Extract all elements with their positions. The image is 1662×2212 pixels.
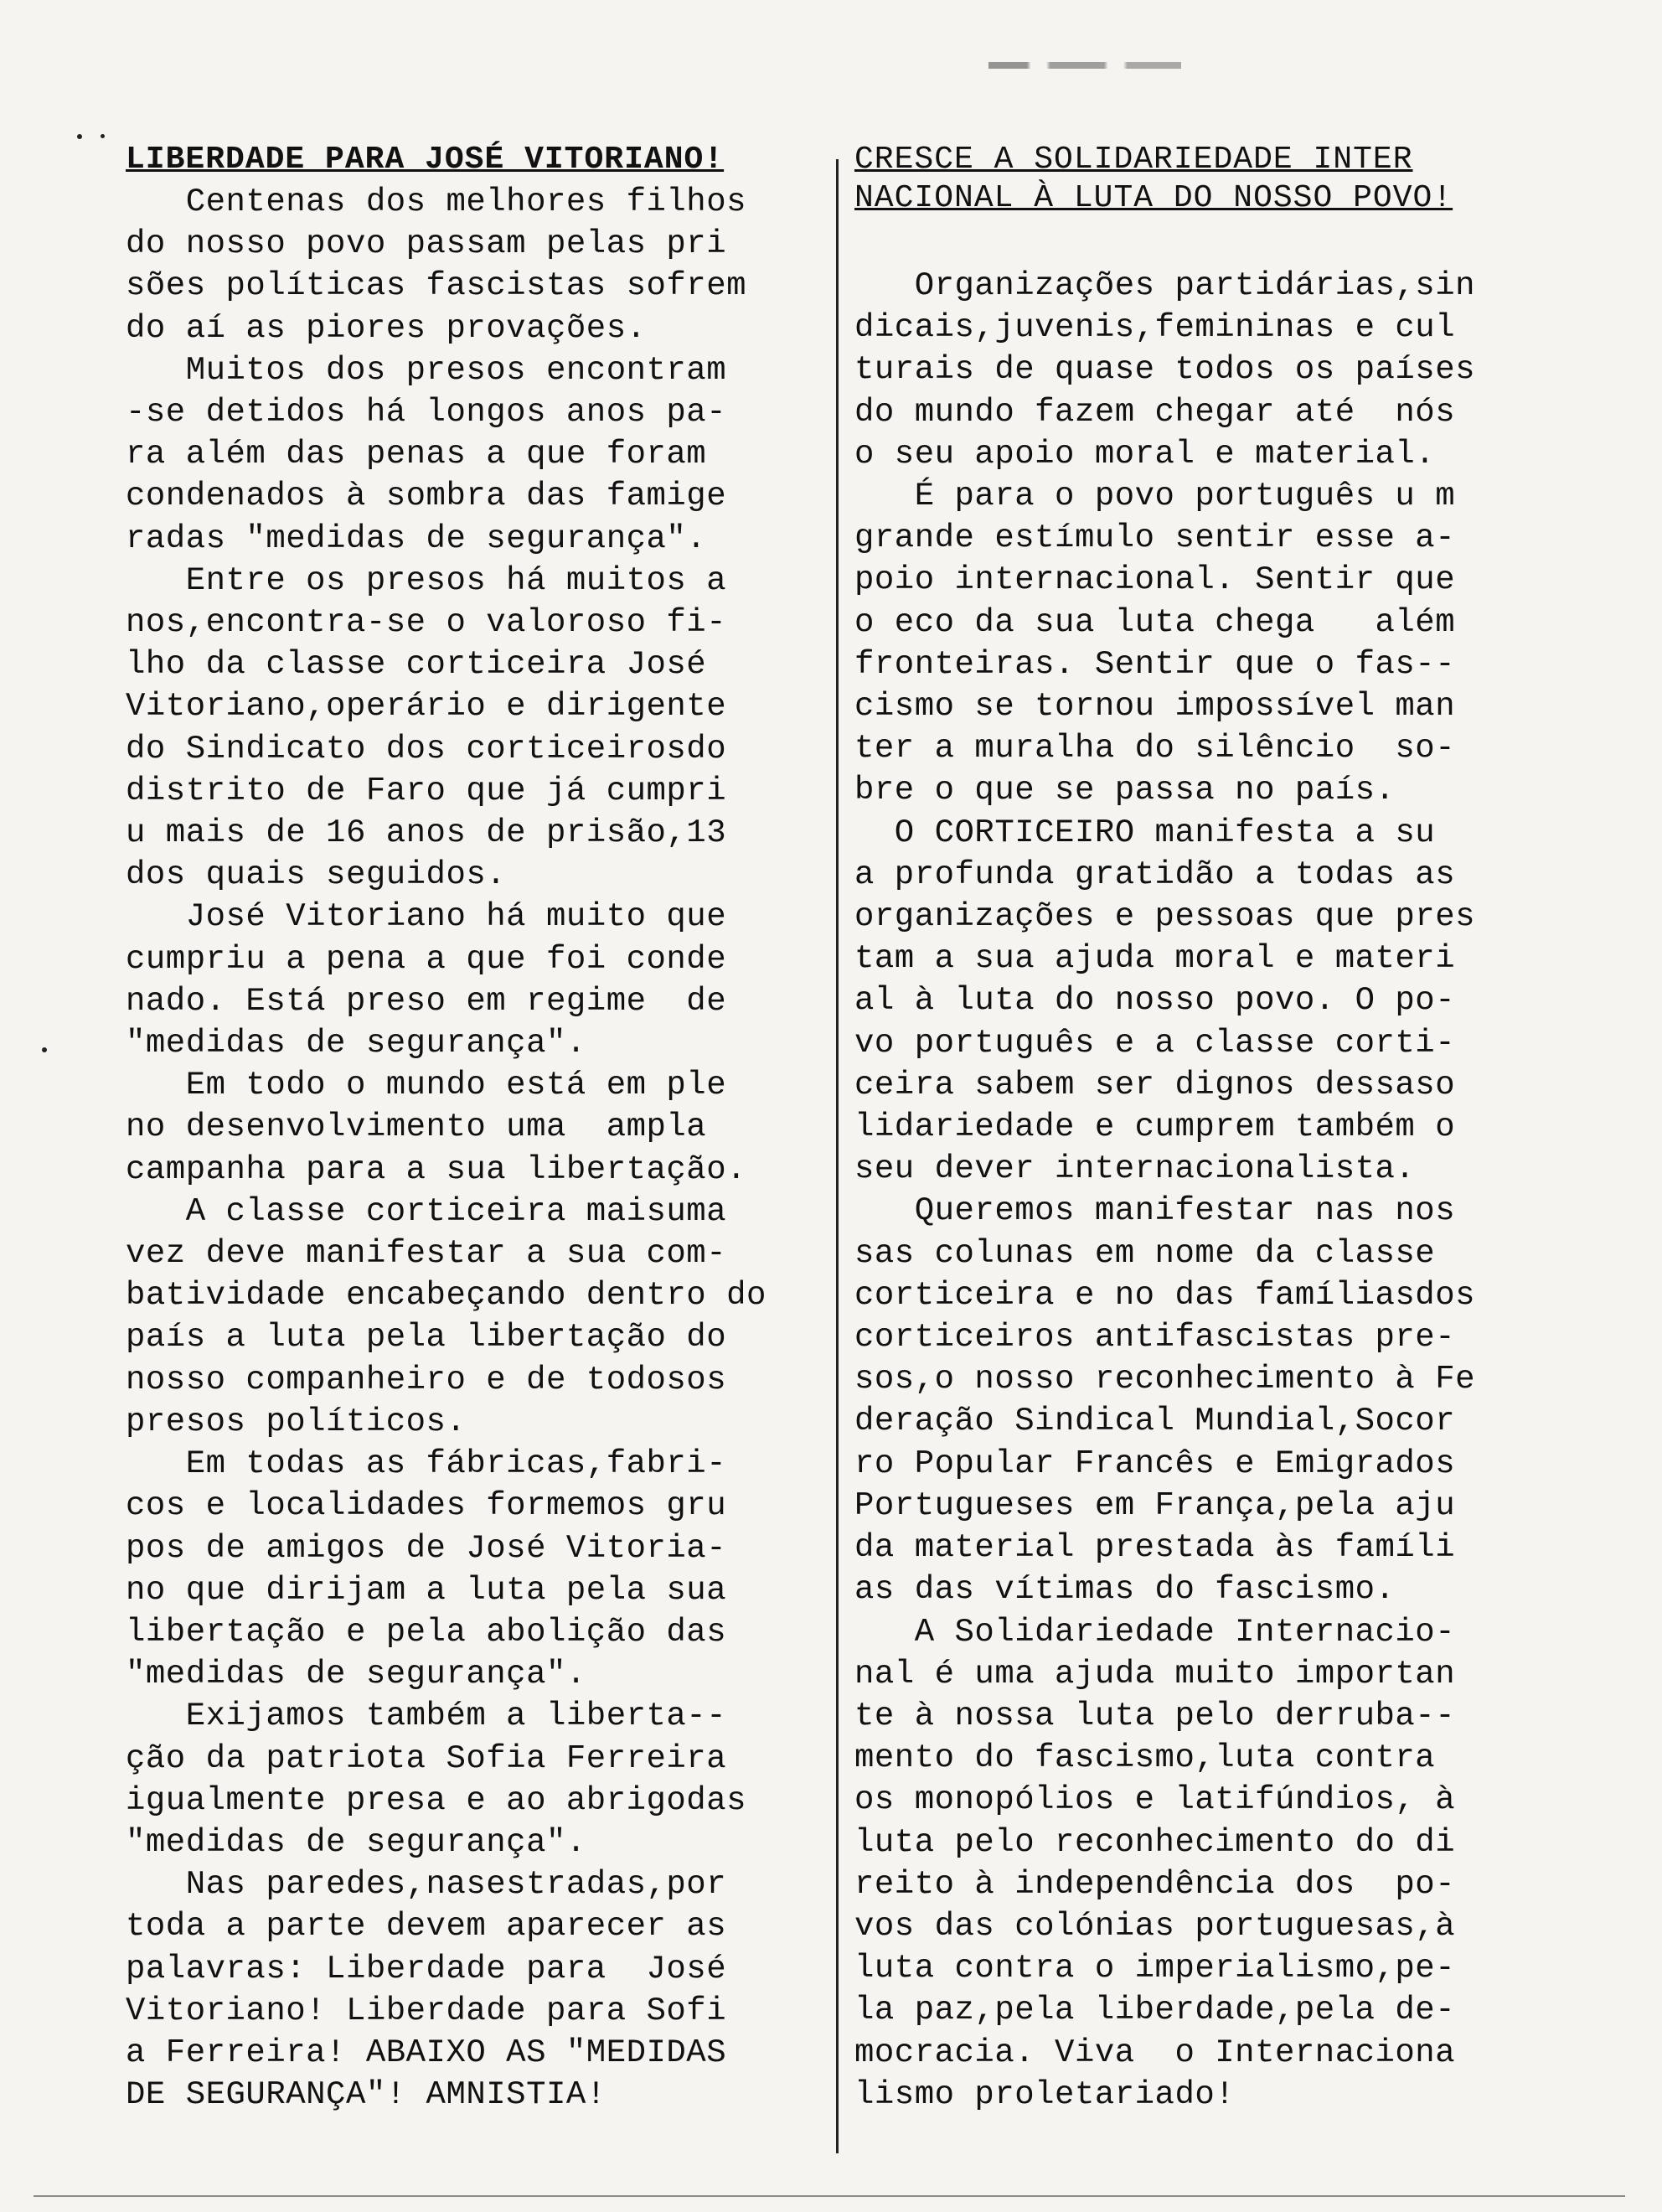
left-text-line: "medidas de segurança". [126, 1025, 586, 1062]
right-text-line: dicais,juvenis,femininas e cul [854, 309, 1456, 347]
right-text-line: ter a muralha do silêncio so- [854, 730, 1456, 767]
left-text-line: nos,encontra-se o valoroso fi- [126, 604, 727, 642]
right-text-line: corticeiros antifascistas pre- [854, 1319, 1456, 1357]
left-text-line: José Vitoriano há muito que [126, 898, 727, 936]
left-text-line: distrito de Faro que já cumpri [126, 772, 727, 809]
left-text-line: Em todo o mundo está em ple [126, 1067, 727, 1104]
left-text-line: ra além das penas a que foram [126, 436, 707, 473]
right-text-line: fronteiras. Sentir que o fas-- [854, 645, 1456, 683]
right-text-line: A Solidariedade Internacio- [854, 1613, 1456, 1651]
left-text-line: do aí as piores provações. [126, 309, 647, 347]
left-text-line: condenados à sombra das famige [126, 478, 727, 515]
left-text-line: presos políticos. [126, 1403, 467, 1440]
right-text-line: la paz,pela liberdade,pela de- [854, 1992, 1456, 2029]
left-text-line: cumpriu a pena a que foi conde [126, 940, 727, 978]
right-text-line: grande estímulo sentir esse a- [854, 519, 1456, 557]
right-text-line: mento do fascismo,luta contra [854, 1739, 1436, 1777]
right-text-line: lidariedade e cumprem também o [854, 1109, 1456, 1146]
right-text-line: vo português e a classe corti- [854, 1024, 1456, 1062]
left-text-line: ção da patriota Sofia Ferreira [126, 1739, 727, 1777]
left-article [126, 141, 821, 2116]
right-text-line: reito à independência dos po- [854, 1865, 1456, 1903]
left-text-line: palavras: Liberdade para José [126, 1950, 727, 1987]
left-text-line: Em todas as fábricas,fabri- [126, 1445, 727, 1483]
left-text-line: a Ferreira! ABAIXO AS "MEDIDAS [126, 2034, 727, 2071]
left-text-line: batividade encabeçando dentro do [126, 1277, 766, 1315]
left-text-line: Entre os presos há muitos a [126, 561, 727, 599]
left-text-line: Vitoriano,operário e dirigente [126, 688, 727, 726]
right-text-line: bre o que se passa no país. [854, 772, 1396, 809]
right-text-line: o eco da sua luta chega além [854, 603, 1456, 641]
right-text-line: luta contra o imperialismo,pe- [854, 1950, 1456, 1987]
right-text-line: O CORTICEIRO manifesta a su [854, 814, 1436, 851]
column-divider [836, 159, 839, 2153]
left-text-line: no que dirijam a luta pela sua [126, 1571, 727, 1609]
right-headline-line-2: NACIONAL À LUTA DO NOSSO POVO! [854, 180, 1453, 216]
left-text-line: cos e localidades formemos gru [126, 1487, 727, 1525]
right-text-line: deração Sindical Mundial,Socor [854, 1403, 1456, 1440]
right-text-line: luta pelo reconhecimento do di [854, 1823, 1456, 1861]
left-text-line: "medidas de segurança". [126, 1823, 586, 1861]
right-text-line: vos das colónias portuguesas,à [854, 1907, 1456, 1945]
left-text-line: no desenvolvimento uma ampla [126, 1109, 707, 1146]
right-text-line: corticeira e no das famíliasdos [854, 1276, 1476, 1314]
bottom-edge-line [34, 2195, 1625, 2197]
left-text-line: sões políticas fascistas sofrem [126, 267, 747, 305]
left-text-line: A classe corticeira maisuma [126, 1192, 727, 1230]
left-text-line: libertação e pela abolição das [126, 1613, 727, 1651]
left-text-line: u mais de 16 anos de prisão,13 [126, 814, 727, 852]
left-text-line: Muitos dos presos encontram [126, 351, 727, 389]
ink-speck [77, 134, 82, 139]
right-text-line: poio internacional. Sentir que [854, 561, 1456, 599]
right-text-line: mocracia. Viva o Internaciona [854, 2034, 1456, 2071]
right-text-line: o seu apoio moral e material. [854, 435, 1436, 473]
ink-speck [101, 134, 105, 138]
left-text-line: DE SEGURANÇA"! AMNISTIA! [126, 2076, 606, 2114]
left-article-body [126, 181, 821, 2116]
left-text-line: pos de amigos de José Vitoria- [126, 1529, 727, 1567]
ink-smudge [988, 62, 1181, 69]
left-text-line: Vitoriano! Liberdade para Sofi [126, 1992, 727, 2029]
right-text-line: É para o povo português u m [854, 478, 1456, 515]
left-text-line: país a luta pela libertação do [126, 1319, 727, 1357]
right-text-line: nal é uma ajuda muito importan [854, 1655, 1456, 1693]
right-headline-line-1: CRESCE A SOLIDARIEDADE INTER [854, 142, 1413, 178]
left-text-line: Exijamos também a liberta-- [126, 1698, 727, 1735]
right-text-line: ceira sabem ser dignos dessaso [854, 1066, 1456, 1103]
right-text-line: tam a sua ajuda moral e materi [854, 940, 1456, 978]
left-text-line: toda a parte devem aparecer as [126, 1908, 727, 1946]
right-text-line: Organizações partidárias,sin [854, 267, 1476, 304]
left-text-line: do Sindicato dos corticeirosdo [126, 730, 727, 767]
left-text-line: igualmente presa e ao abrigodas [126, 1781, 747, 1819]
left-headline: LIBERDADE PARA JOSÉ VITORIANO! [126, 142, 725, 178]
right-text-line: lismo proletariado! [854, 2075, 1236, 2113]
left-text-line: dos quais seguidos. [126, 856, 507, 894]
right-text-line: organizações e pessoas que pres [854, 898, 1476, 936]
right-text-line: da material prestada às famíli [854, 1529, 1456, 1567]
right-text-line: sas colunas em nome da classe [854, 1234, 1436, 1272]
right-text-line: Portugueses em França,pela aju [854, 1486, 1456, 1524]
left-text-line: do nosso povo passam pelas pri [126, 225, 727, 263]
left-text-line: "medidas de segurança". [126, 1656, 586, 1693]
right-text-line: a profunda gratidão a todas as [854, 855, 1456, 893]
right-text-line: do mundo fazem chegar até nós [854, 393, 1456, 431]
right-text-line: os monopólios e latifúndios, à [854, 1781, 1456, 1819]
right-text-line: Queremos manifestar nas nos [854, 1192, 1456, 1230]
right-text-line: cismo se tornou impossível man [854, 688, 1456, 726]
right-article [854, 141, 1541, 2116]
left-text-line: Centenas dos melhores filhos [126, 183, 747, 220]
left-text-line: nado. Está preso em regime de [126, 982, 727, 1020]
left-text-line: vez deve manifestar a sua com- [126, 1235, 727, 1273]
right-text-line: as das vítimas do fascismo. [854, 1571, 1396, 1609]
right-text-line: sos,o nosso reconhecimento à Fe [854, 1361, 1476, 1398]
right-text-line: ro Popular Francês e Emigrados [854, 1445, 1456, 1482]
left-text-line: campanha para a sua libertação. [126, 1150, 747, 1188]
right-text-line: al à luta do nosso povo. O po- [854, 982, 1456, 1020]
left-text-line: Nas paredes,nasestradas,por [126, 1866, 727, 1904]
left-text-line: lho da classe corticeira José [126, 646, 707, 684]
right-article-body [854, 265, 1541, 2116]
right-text-line: turais de quase todos os países [854, 351, 1476, 389]
left-text-line: -se detidos há longos anos pa- [126, 394, 727, 432]
right-text-line: te à nossa luta pelo derruba-- [854, 1697, 1456, 1734]
left-text-line: radas "medidas de segurança". [126, 519, 707, 557]
ink-speck [42, 1047, 47, 1052]
left-text-line: nosso companheiro e de todosos [126, 1361, 727, 1398]
right-text-line: seu dever internacionalista. [854, 1150, 1416, 1188]
